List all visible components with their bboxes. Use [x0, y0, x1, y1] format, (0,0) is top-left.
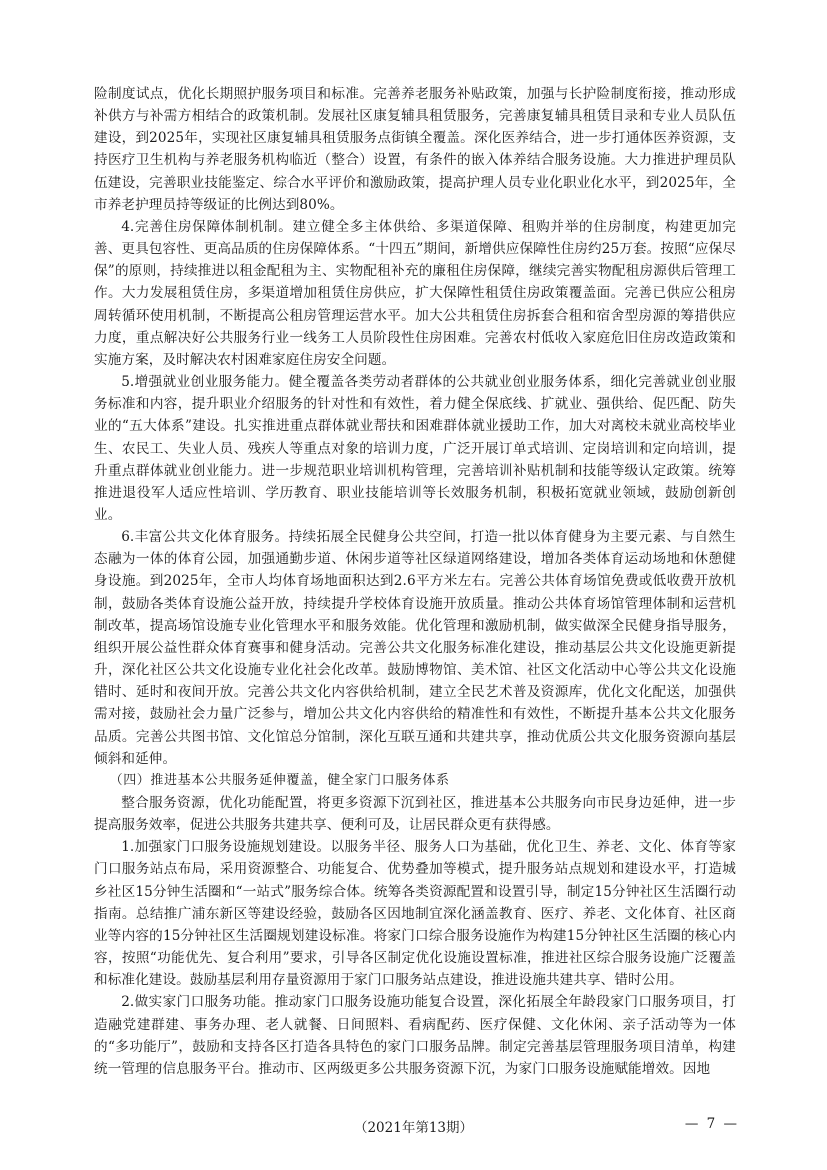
body-text — [94, 83, 736, 1080]
paragraph: 险制度试点，优化长期照护服务项目和标准。完善养老服务补贴政策，加强与长护险制度衔接，推动形成补供方与补需方相结合的政策机制。发展社区康复辅具租赁服务，完善康复辅具租赁目录和专业人员队伍建设，到2025年，实现社区康复辅具租赁服务点街镇全覆盖。深化医养结合，进一步打通体医养资源，支持医疗卫生机构与养老服务机构临近（整合）设置，有条件的嵌入体养结合服务设施。大力推进护理员队伍建设，完善职业技能鉴定、综合水平评价和激励政策，提高护理人员专业化职业化水平，到2025年，全市养老护理员持等级证的比例达到80%。 — [94, 86, 736, 213]
paragraph: 4.完善住房保障体制机制。建立健全多主体供给、多渠道保障、租购并举的住房制度，构建更加完善、更具包容性、更高品质的住房保障体系。“十四五”期间，新增供应保障性住房约25万套。按照“应保尽保”的原则，持续推进以租金配租为主、实物配租补充的廉租住房保障，继续完善实物配租房源供后管理工作。大力发展租赁住房，多渠道增加租赁住房供应，扩大保障性租赁住房政策覆盖面。完善已供应公租房周转循环使用机制，不断提高公租房管理运营水平。加大公共租赁住房拆套合租和宿舍型房源的筹措供应力度，重点解决好公共服务行业一线务工人员阶段性住房困难。完善农村低收入家庭危旧住房改造政策和实施方案，及时解决农村困难家庭住房安全问题。 — [94, 218, 736, 368]
paragraph: 整合服务资源，优化功能配置，将更多资源下沉到社区，推进基本公共服务向市民身边延伸，进一步提高服务效率，促进公共服务共建共享、便利可及，让居民群众更有获得感。 — [94, 795, 736, 834]
paragraph: 2.做实家门口服务功能。推动家门口服务设施功能复合设置，深化拓展全年龄段家门口服务项目，打造融党建群建、事务办理、老人就餐、日间照料、看病配药、医疗保健、文化休闲、亲子活动等为一体的“多功能厅”，鼓励和支持各区打造各具特色的家门口服务品牌。制定完善基层管理服务项目清单，构建统一管理的信息服务平台。推动市、区两级更多公共服务资源下沉，为家门口服务设施赋能增效。因地 — [94, 994, 736, 1077]
issue-label: （2021年第13期） — [353, 1120, 474, 1136]
page-number: — 7 — — [684, 1116, 739, 1132]
section-heading: （四）推进基本公共服务延伸覆盖，健全家门口服务体系 — [109, 772, 450, 788]
paragraph: 1.加强家门口服务设施规划建设。以服务半径、服务人口为基础，优化卫生、养老、文化、体育等家门口服务站点布局，采用资源整合、功能复合、优势叠加等模式，提升服务站点规划和建设水平，打造城乡社区15分钟生活圈和“一站式”服务综合体。统筹各类资源配置和设置引导，制定15分钟社区生活圈行动指南。总结推广浦东新区等建设经验，鼓励各区因地制宜深化涵盖教育、医疗、养老、文化体育、社区商业等内容的15分钟社区生活圈规划建设标准。将家门口综合服务设施作为构建15分钟社区生活圈的核心内容，按照“功能优先、复合利用”要求，引导各区制定优化设施设置标准，推进社区综合服务设施广泛覆盖和标准化建设。鼓励基层利用存量资源用于家门口服务站点建设，推进设施共建共享、错时公用。 — [94, 839, 736, 989]
paragraph: 6.丰富公共文化体育服务。持续拓展全民健身公共空间，打造一批以体育健身为主要元素、与自然生态融为一体的体育公园，加强通勤步道、休闲步道等社区绿道网络建设，增加各类体育运动场地和休憩健身设施。到2025年，全市人均体育场地面积达到2.6平方米左右。完善公共体育场馆免费或低收费开放机制，鼓励各类体育设施公益开放，持续提升学校体育设施开放质量。推动公共体育场馆管理体制和运营机制改革，提高场馆设施专业化管理水平和服务效能。优化管理和激励机制，做实做深全民健身指导服务，组织开展公益性群众体育赛事和健身活动。完善公共文化服务标准化建设，推动基层公共文化设施更新提升，深化社区公共文化设施专业化社会化改革。鼓励博物馆、美术馆、社区文化活动中心等公共文化设施错时、延时和夜间开放。完善公共文化内容供给机制，建立全民艺术普及资源库，优化文化配送，加强供需对接，鼓励社会力量广泛参与，增加公共文化内容供给的精准性和有效性，不断提升基本公共文化服务品质。完善公共图书馆、文化馆总分馆制，深化互联互通和共建共享，推动优质公共文化服务资源向基层倾斜和延伸。 — [94, 529, 736, 767]
paragraph: 5.增强就业创业服务能力。健全覆盖各类劳动者群体的公共就业创业服务体系，细化完善就业创业服务标准和内容，提升职业介绍服务的针对性和有效性，着力健全保底线、扩就业、强供给、促匹配、防失业的“五大体系”建设。扎实推进重点群体就业帮扶和困难群体就业援助工作，加大对离校未就业高校毕业生、农民工、失业人员、残疾人等重点对象的培训力度，广泛开展订单式培训、定岗培训和定向培训，提升重点群体就业创业能力。进一步规范职业培训机构管理，完善培训补贴机制和技能等级认定政策。统筹推进退役军人适应性培训、学历教育、职业技能培训等长效服务机制，积极拓宽就业领域，鼓励创新创业。 — [94, 374, 736, 523]
